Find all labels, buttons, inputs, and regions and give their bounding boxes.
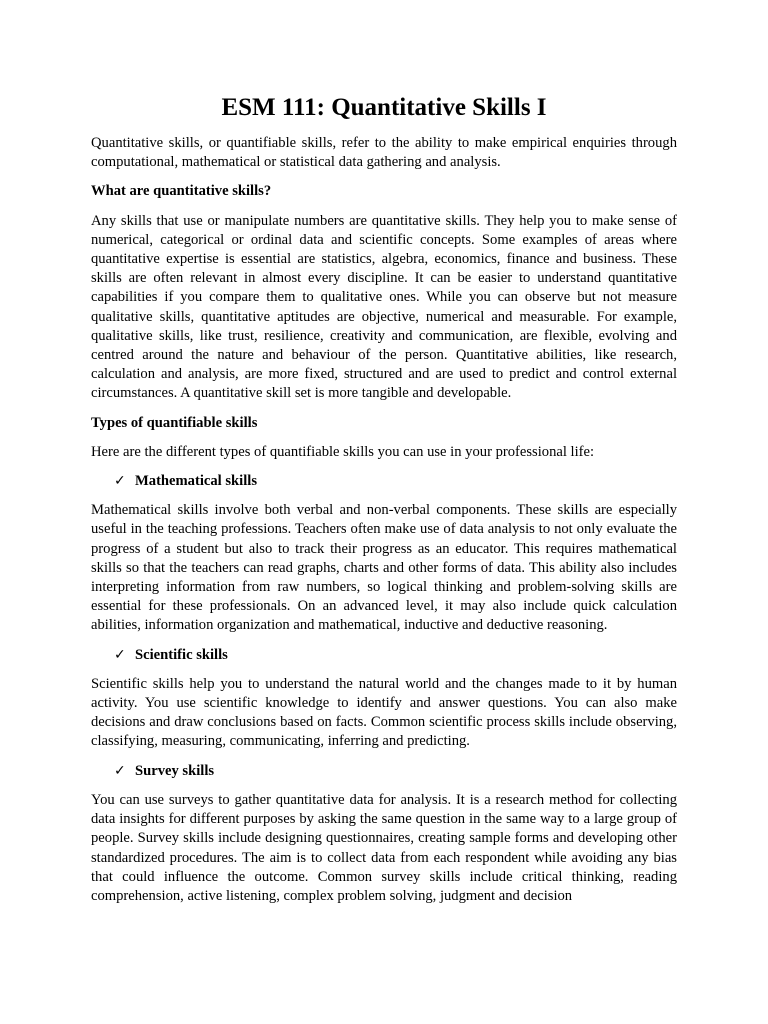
skill-heading-survey: [91, 762, 677, 781]
checkmark-icon: ✓: [114, 646, 126, 663]
checkmark-icon: ✓: [114, 762, 126, 779]
skill-paragraph-scientific: Scientific skills help you to understand the natural world and the changes made to it by human activity. You use scientific knowledge to identify and answer questions. You can also make decisions and draw conclusions based on facts. Common scientific process skills include observing, classifying, measuring, communicating, inferring and predicting.: [91, 675, 677, 750]
skill-paragraph-survey: You can use surveys to gather quantitative data for analysis. It is a research method for collecting data insights for different purposes by asking the same question in the same way to a large group of people. Survey skills include designing questionnaires, creating sample forms and developing other standardized procedures. The aim is to collect data from each respondent while avoiding any bias that could influence the outcome. Common survey skills include critical thinking, reading comprehension, active listening, complex problem solving, judgment and decision: [91, 791, 677, 904]
skill-title: Survey skills: [135, 762, 215, 779]
checkmark-icon: ✓: [114, 473, 126, 490]
section-paragraph-what-are: Any skills that use or manipulate numbers are quantitative skills. They help you to make sense of numerical, categorical or ordinal data and scientific concepts. Some examples of areas where quantitative expertise is essential are statistics, algebra, economics, finance and business. These skills are often relevant in almost every discipline. It can be easier to understand quantitative capabilities if you compare them to qualitative ones. While you can observe but not measure qualitative skills, quantitative aptitudes are objective, numerical and measurable. For example, qualitative skills, like trust, resilience, creativity and communication, are flexible, evolving and centred around the nature and behaviour of the person. Quantitative abilities, like research, calculation and analysis, are more fixed, structured and are used to predict and control external circumstances. A quantitative skill set is more tangible and developable.: [91, 212, 677, 402]
skill-heading-scientific: [91, 646, 677, 665]
section-heading-what-are: What are quantitative skills?: [91, 183, 272, 200]
skill-heading-mathematical: [91, 472, 677, 491]
skill-title: Mathematical skills: [135, 473, 258, 490]
skill-paragraph-mathematical: Mathematical skills involve both verbal and non-verbal components. These skills are especially useful in the teaching professions. Teachers often make use of data analysis to not only evaluate the progress of a student but also to track their progress as an educator. This requires mathematical skills so that the teachers can read graphs, charts and other forms of data. This ability also includes interpreting information from raw numbers, so logical thinking and problem-solving skills are essential for these professionals. On an advanced level, it may also include quick calculation abilities, information organization and mathematical, inductive and deductive reasoning.: [91, 502, 677, 634]
skill-title: Scientific skills: [135, 646, 228, 663]
section-heading-types: Types of quantifiable skills: [91, 414, 258, 431]
section-paragraph-types: Here are the different types of quantifiable skills you can use in your professional life:: [91, 443, 595, 460]
page-title: ESM 111: Quantitative Skills I: [221, 94, 547, 121]
intro-paragraph: Quantitative skills, or quantifiable skills, refer to the ability to make empirical enquiries through computational, mathematical or statistical data gathering and analysis.: [91, 135, 677, 171]
